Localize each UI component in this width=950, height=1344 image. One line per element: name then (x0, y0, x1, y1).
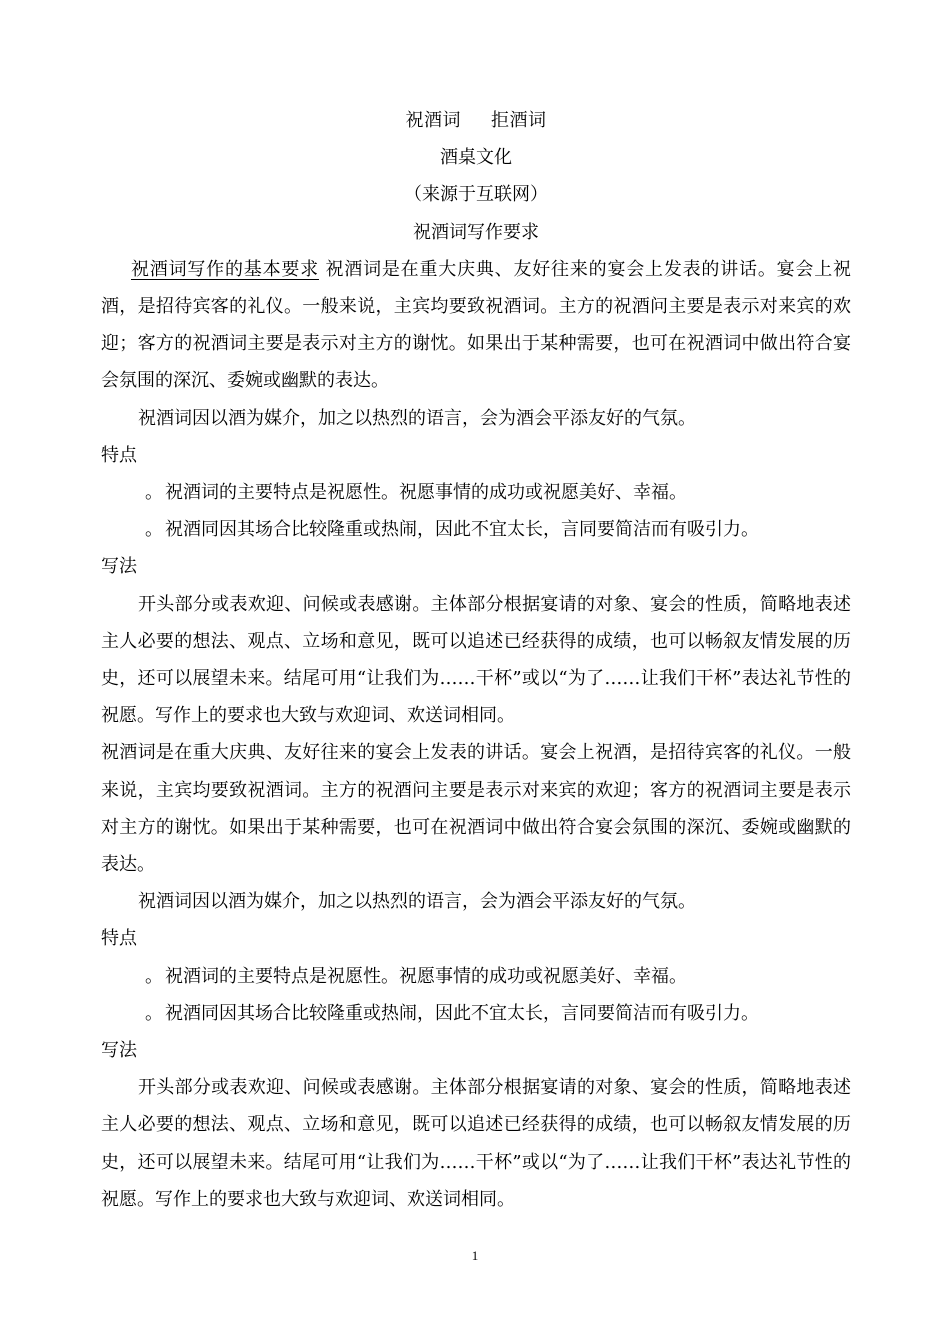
source-note: （来源于互联网） (404, 184, 548, 206)
feature-item-4 (101, 995, 851, 1032)
atmosphere-paragraph-2: 祝酒词因以酒为媒介，加之以热烈的语言，会为酒会平添友好的气氛。 (138, 891, 696, 913)
atmosphere-paragraph-1: 祝酒词因以酒为媒介，加之以热烈的语言，会为酒会平添友好的气氛。 (138, 407, 696, 429)
method-paragraph-2: 开头部分或表欢迎、问候或表感谢。主体部分根据宴请的对象、宴会的性质，简略地表述主人必要的想法、观点、立场和意见，既可以追述已经获得的成绩，也可以畅叙友情发展的历史，还可以展望未来。结尾可用“让我们为……干杯”或以“为了……让我们干杯”表达礼节性的祝愿。写作上的要求也大致与欢迎词、欢送词相同。 (101, 1077, 851, 1210)
bullet-mark: 。 (145, 519, 163, 541)
features-heading-1: 特点 (101, 444, 137, 466)
title-part-1: 祝酒词 (405, 110, 461, 131)
feature-text: 祝酒词的主要特点是祝愿性。祝愿事情的成功或祝愿美好、幸福。 (165, 965, 687, 987)
bullet-mark: 。 (145, 482, 163, 504)
method-heading-2: 写法 (101, 1040, 137, 1062)
method-heading-1: 写法 (101, 556, 137, 578)
feature-item-3 (101, 958, 851, 995)
intro-paragraph (101, 251, 851, 400)
intro-text: 祝酒词是在重大庆典、友好往来的宴会上发表的讲话。宴会上祝酒，是招待宾客的礼仪。一般来说，主宾均要致祝酒词。主方的祝酒问主要是表示对来宾的欢迎；客方的祝酒词主要是表示对主方的谢忱。如果出于某种需要，也可在祝酒词中做出符合宴会氛围的深沉、委婉或幽默的表达。 (101, 258, 852, 392)
bullet-mark: 。 (145, 965, 163, 987)
feature-item-2 (101, 511, 851, 548)
feature-text: 祝酒同因其场合比较隆重或热闹，因此不宜太长，言同要简洁而有吸引力。 (165, 1002, 759, 1024)
page-number: 1 (471, 1248, 479, 1263)
document-subtitle: 酒桌文化 (440, 147, 512, 169)
title-part-2: 拒酒词 (491, 110, 547, 131)
document-title (101, 102, 851, 139)
intro-underlined-heading: 祝酒词写作的基本要求 (131, 258, 319, 280)
repeat-intro-paragraph: 祝酒词是在重大庆典、友好往来的宴会上发表的讲话。宴会上祝酒，是招待宾客的礼仪。一般来说，主宾均要致祝酒词。主方的祝酒问主要是表示对来宾的欢迎；客方的祝酒词主要是表示对主方的谢忱。如果出于某种需要，也可在祝酒词中做出符合宴会氛围的深沉、委婉或幽默的表达。 (101, 742, 851, 876)
feature-item-1 (101, 474, 851, 511)
feature-text: 祝酒词的主要特点是祝愿性。祝愿事情的成功或祝愿美好、幸福。 (165, 482, 687, 504)
method-paragraph-1: 开头部分或表欢迎、问候或表感谢。主体部分根据宴请的对象、宴会的性质，简略地表述主人必要的想法、观点、立场和意见，既可以追述已经获得的成绩，也可以畅叙友情发展的历史，还可以展望未来。结尾可用“让我们为……干杯”或以“为了……让我们干杯”表达礼节性的祝愿。写作上的要求也大致与欢迎词、欢送词相同。 (101, 593, 851, 727)
section-title: 祝酒词写作要求 (413, 221, 539, 243)
features-heading-2: 特点 (101, 928, 137, 950)
bullet-mark: 。 (145, 1002, 163, 1024)
document-body (101, 102, 851, 1218)
feature-text: 祝酒同因其场合比较隆重或热闹，因此不宜太长，言同要简洁而有吸引力。 (165, 519, 759, 541)
